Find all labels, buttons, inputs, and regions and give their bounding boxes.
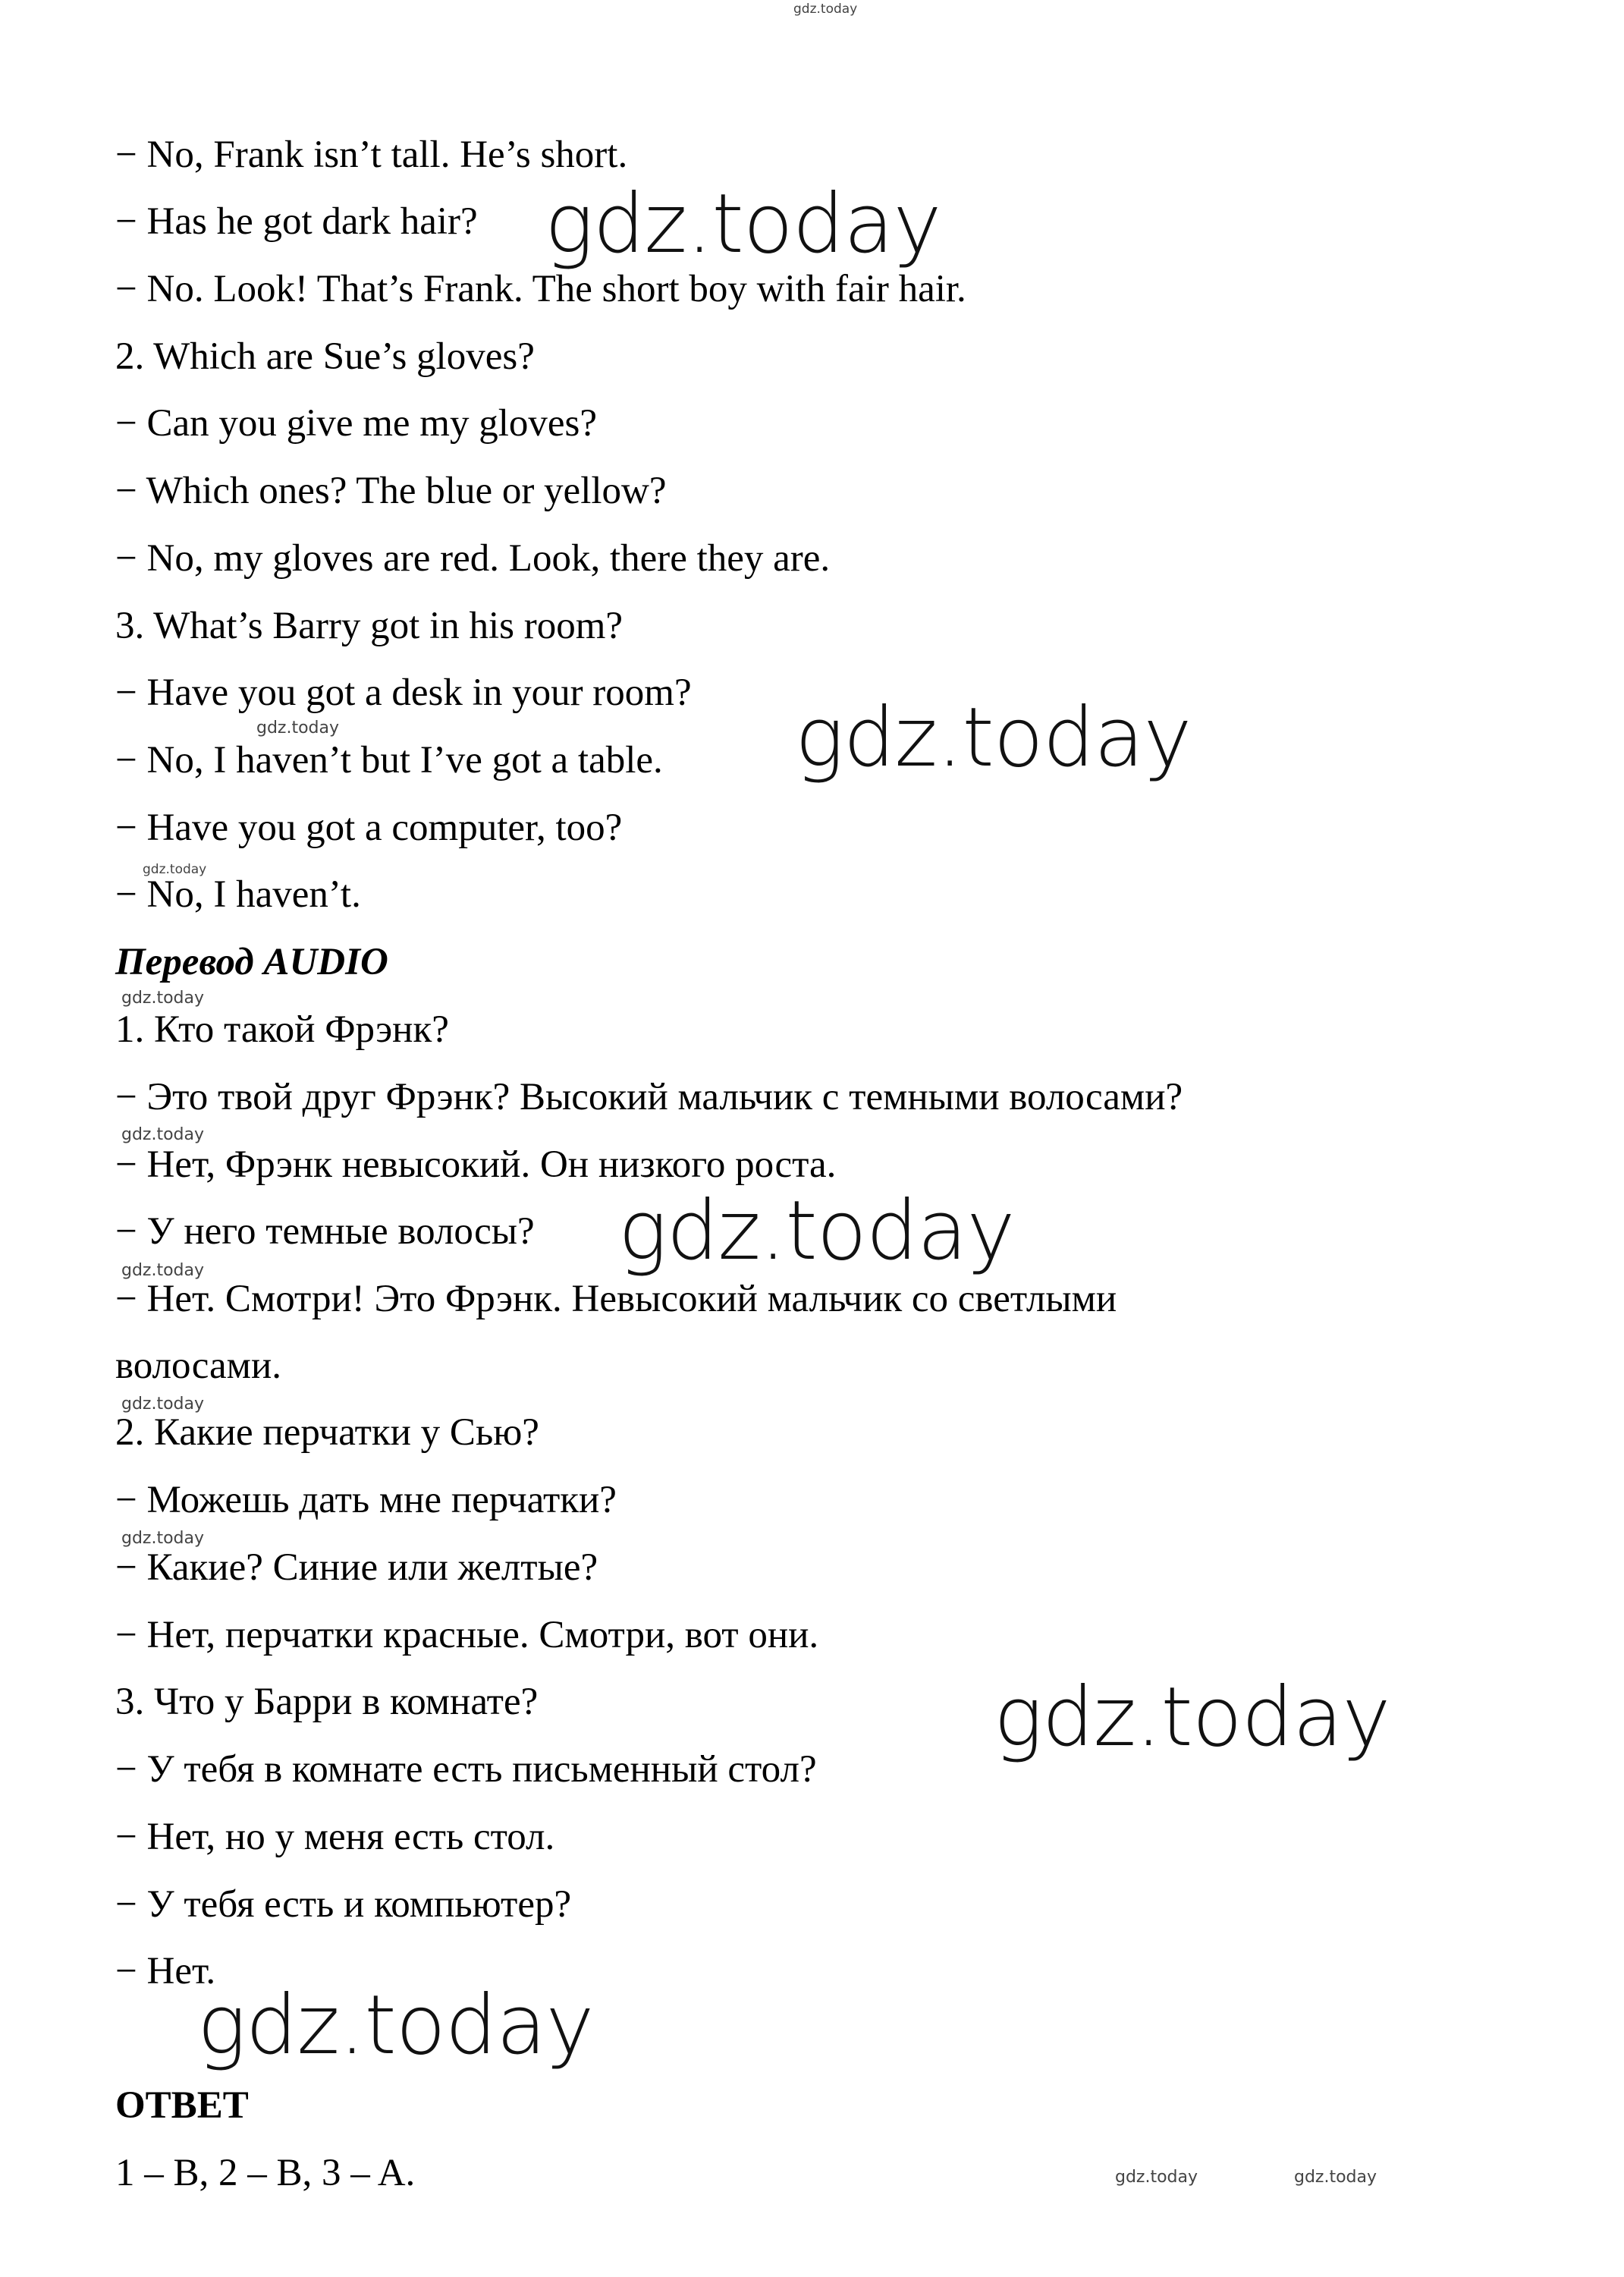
dialogue-line: − У тебя есть и компьютер? xyxy=(115,1883,572,1926)
dialogue-line: − У тебя в комнате есть письменный стол? xyxy=(115,1748,817,1791)
watermark-small: gdz.today xyxy=(121,1261,205,1280)
dialogue-line: − Нет. Смотри! Это Фрэнк. Невысокий мальчик со светлыми xyxy=(115,1278,1117,1320)
watermark-small: gdz.today xyxy=(121,1529,205,1548)
dialogue-line: − У него темные волосы? xyxy=(115,1210,535,1253)
dialogue-line: − Это твой друг Фрэнк? Высокий мальчик с темными волосами? xyxy=(115,1076,1183,1118)
answer-text: 1 – B, 2 – B, 3 – A. xyxy=(115,2152,416,2194)
dialogue-line: − No, Frank isn’t tall. He’s short. xyxy=(115,134,628,176)
translation-heading: Перевод AUDIO xyxy=(115,941,388,983)
dialogue-line: − No, I haven’t but I’ve got a table. xyxy=(115,739,663,782)
question-line: 2. Какие перчатки у Сью? xyxy=(115,1411,539,1454)
answer-heading: ОТВЕТ xyxy=(115,2084,249,2127)
dialogue-line: − Нет. xyxy=(115,1950,216,1992)
dialogue-line: − Has he got dark hair? xyxy=(115,200,478,243)
watermark-small: gdz.today xyxy=(143,862,207,877)
dialogue-line: − No. Look! That’s Frank. The short boy with fair hair. xyxy=(115,268,966,310)
dialogue-line: − Нет, Фрэнк невысокий. Он низкого роста. xyxy=(115,1143,837,1186)
dialogue-line: − Can you give me my gloves? xyxy=(115,402,597,445)
dialogue-line: − Have you got a desk in your room? xyxy=(115,671,692,714)
watermark-small: gdz.today xyxy=(1294,2168,1377,2187)
dialogue-line: − Which ones? The blue or yellow? xyxy=(115,470,667,512)
dialogue-line: − Можешь дать мне перчатки? xyxy=(115,1479,617,1521)
watermark-large: gdz.today xyxy=(545,177,941,272)
watermark-small: gdz.today xyxy=(121,1395,205,1414)
watermark-small: gdz.today xyxy=(121,989,205,1008)
dialogue-line: − No, my gloves are red. Look, there they are. xyxy=(115,537,831,580)
question-line: 3. What’s Barry got in his room? xyxy=(115,605,624,647)
dialogue-line: − No, I haven’t. xyxy=(115,873,361,916)
dialogue-line: − Have you got a computer, too? xyxy=(115,807,623,849)
watermark-large: gdz.today xyxy=(197,1978,594,2073)
watermark-small: gdz.today xyxy=(1115,2168,1198,2187)
dialogue-line: − Нет, перчатки красные. Смотри, вот они. xyxy=(115,1614,819,1656)
question-line: 2. Which are Sue’s gloves? xyxy=(115,335,535,378)
watermark-large: gdz.today xyxy=(795,690,1192,785)
watermark-large: gdz.today xyxy=(994,1670,1390,1765)
question-line: 3. Что у Барри в комнате? xyxy=(115,1681,539,1723)
dialogue-line-continued: волосами. xyxy=(115,1344,281,1387)
header-watermark: gdz.today xyxy=(793,2,858,17)
watermark-small: gdz.today xyxy=(256,719,340,738)
watermark-large: gdz.today xyxy=(618,1184,1015,1278)
dialogue-line: − Какие? Синие или желтые? xyxy=(115,1546,598,1589)
watermark-small: gdz.today xyxy=(121,1125,205,1144)
question-line: 1. Кто такой Фрэнк? xyxy=(115,1008,449,1051)
dialogue-line: − Нет, но у меня есть стол. xyxy=(115,1816,555,1858)
